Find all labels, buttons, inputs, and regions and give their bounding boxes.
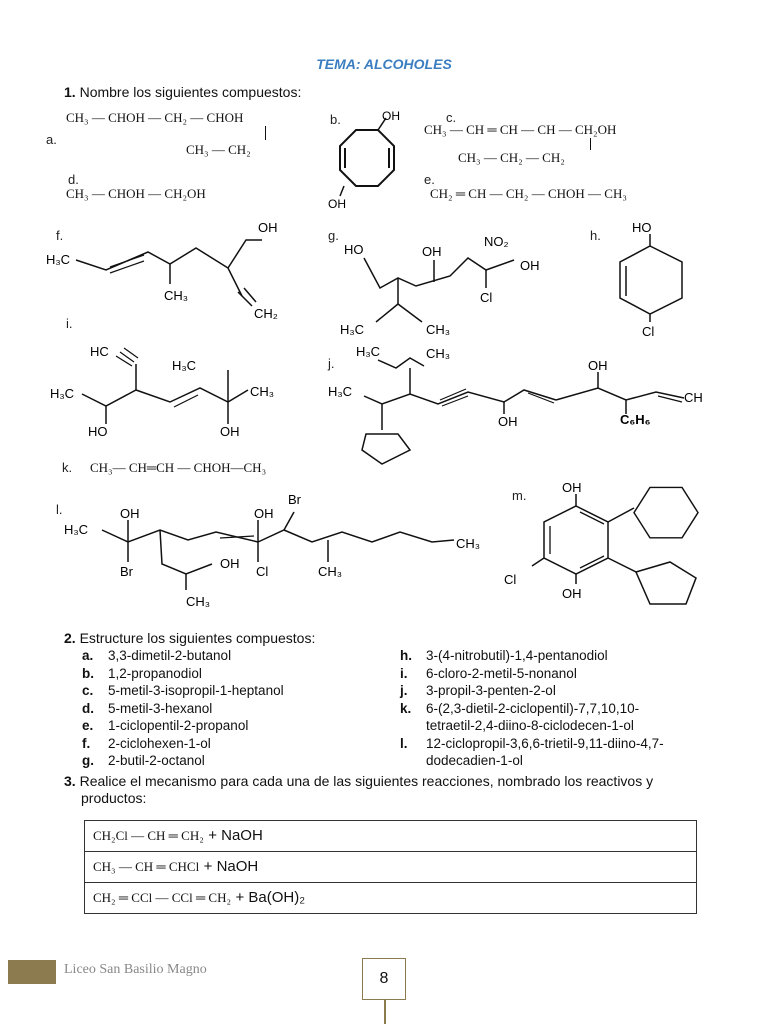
structure-e-line1: CH₂ ═ CH — CH₂ — CHOH — CH₃ <box>430 186 627 201</box>
structure-i-h3c-top: H₃C <box>172 358 197 373</box>
question-2-number: 2. <box>64 630 76 646</box>
reaction-cell <box>85 821 697 852</box>
page-number-line <box>384 1000 386 1024</box>
question-1-text: Nombre los siguientes compuestos: <box>79 84 302 100</box>
reaction-cell <box>85 883 697 914</box>
structure-l-br1: Br <box>120 564 133 579</box>
question-1 <box>64 84 301 100</box>
structure-l-oh1: OH <box>120 506 140 521</box>
list-item: i. 6-cloro-2-metil-5-nonanol <box>400 665 577 681</box>
structure-h-label: h. <box>590 228 601 243</box>
structure-j-ch: CH <box>684 390 703 405</box>
list-item-continuation: tetraetil-2,4-diino-8-ciclodecen-1-ol <box>426 718 634 733</box>
question-2-text: Estructure los siguientes compuestos: <box>79 630 316 646</box>
structure-f-ch2: CH₂ <box>254 306 278 321</box>
structure-l-oh2: OH <box>254 506 274 521</box>
structure-k-line1: CH₃— CH═CH — CHOH—CH₃ <box>90 460 267 475</box>
structure-l-ch3a: CH₃ <box>456 536 481 551</box>
list-item: l. 12-ciclopropil-3,6,6-trietil-9,11-diino-4,7- <box>400 735 664 751</box>
footer-accent-bar <box>8 960 56 984</box>
list-item: a. 3,3-dimetil-2-butanol <box>82 648 232 663</box>
structure-m-label: m. <box>512 488 527 503</box>
structure-b-oh-top: OH <box>382 109 400 123</box>
list-item: k. 6-(2,3-dietil-2-ciclopentil)-7,7,10,10- <box>400 700 640 716</box>
structure-h-ring <box>610 216 710 340</box>
question-3-text: Realice el mecanismo para cada una de las siguientes reacciones, nombrado los reactivos y <box>79 773 654 789</box>
structure-c-label: c. <box>446 110 457 125</box>
list-item: f. 2-ciclohexen-1-ol <box>82 735 211 751</box>
reaction-cell <box>85 852 697 883</box>
structure-i-oh: OH <box>220 424 240 439</box>
question-2 <box>64 630 315 646</box>
structure-l-br2: Br <box>288 492 301 507</box>
structure-j-c6h6: C₆H₆ <box>620 412 651 427</box>
structure-l-label: l. <box>56 502 63 517</box>
structure-g-label: g. <box>328 228 339 243</box>
structure-j-oh1: OH <box>588 358 608 373</box>
structure-b-label: b. <box>330 112 341 127</box>
page-number: 8 <box>362 958 406 1000</box>
structure-b-oh-bottom: OH <box>328 197 346 211</box>
structure-f-skeleton <box>40 212 310 322</box>
question-3-text-cont: productos: <box>81 790 147 806</box>
question-1-number: 1. <box>64 84 76 100</box>
structure-a-line1: CH₃ — CHOH — CH₂ — CHOH <box>66 110 244 125</box>
structure-m-cl: Cl <box>504 572 517 587</box>
structure-d-line1: CH₃ — CHOH — CH₂OH <box>66 186 206 201</box>
page-title: TEMA: ALCOHOLES <box>316 56 452 72</box>
structure-g-oh2: OH <box>520 258 540 273</box>
structure-c-bond <box>590 138 591 150</box>
list-item: j. 3-propil-3-penten-2-ol <box>400 683 556 698</box>
reaction-formula: CH₂Cl — CH ═ CH₂ <box>93 828 204 843</box>
structure-c-line1: CH₃ — CH ═ CH — CH — CH₂OH <box>424 122 617 137</box>
structure-j-h3c1: H₃C <box>356 344 381 359</box>
structure-l-ch3c: CH₃ <box>186 594 211 609</box>
question-2-left-list <box>82 647 382 770</box>
table-row <box>85 852 697 883</box>
structure-f-ch3: CH₃ <box>164 288 189 303</box>
structure-m-oh-top: OH <box>562 480 582 495</box>
structure-i-ch3: CH₃ <box>250 384 275 399</box>
structure-d-label: d. <box>68 172 79 187</box>
footer-school-name: Liceo San Basilio Magno <box>64 962 207 977</box>
structure-j-oh2: OH <box>498 414 518 429</box>
structure-g-cl: Cl <box>480 290 493 305</box>
structure-c-line2: CH₃ — CH₂ — CH₂ <box>458 150 565 165</box>
structure-b-ring <box>316 108 416 212</box>
structure-l-ch3b: CH₃ <box>318 564 343 579</box>
reaction-formula: CH₂ ═ CCl — CCl ═ CH₂ <box>93 890 232 905</box>
structure-l-skeleton <box>62 490 502 614</box>
structure-g-h3c: H₃C <box>340 322 365 337</box>
structure-i-h3c-left: H₃C <box>50 386 75 401</box>
list-item: e. 1-ciclopentil-2-propanol <box>82 718 249 733</box>
structure-h-cl: Cl <box>642 324 655 339</box>
structure-k-label: k. <box>62 460 73 475</box>
structure-f-h3c: H₃C <box>46 252 71 267</box>
structure-g-skeleton <box>336 230 586 340</box>
structure-i-ho: HO <box>88 424 108 439</box>
question-2-right-list <box>400 647 740 770</box>
question-3 <box>64 773 734 807</box>
structure-a-label: a. <box>46 132 57 147</box>
structure-i-label: i. <box>66 316 73 331</box>
structure-m-oh-bottom: OH <box>562 586 582 601</box>
structure-e-label: e. <box>424 172 435 187</box>
reaction-formula: CH₃ — CH ═ CHCl <box>93 859 200 874</box>
structure-i-skeleton <box>48 340 298 444</box>
question-3-number: 3. <box>64 773 76 789</box>
structure-j-skeleton <box>326 340 710 470</box>
structure-a-line2: CH₃ — CH₂ <box>186 142 251 157</box>
list-item-continuation: dodecadien-1-ol <box>426 753 523 768</box>
structure-i-hc: HC <box>90 344 109 359</box>
list-item: g. 2-butil-2-octanol <box>82 753 205 768</box>
reactions-table <box>84 820 697 914</box>
list-item: c. 5-metil-3-isopropil-1-heptanol <box>82 683 284 698</box>
structure-j-h3c2: H₃C <box>328 384 353 399</box>
structure-h-ho: HO <box>632 220 652 235</box>
structure-f-label: f. <box>56 228 64 243</box>
structure-l-cl: Cl <box>256 564 269 579</box>
list-item: h. 3-(4-nitrobutil)-1,4-pentanodiol <box>400 648 608 663</box>
structure-g-ch3: CH₃ <box>426 322 451 337</box>
structure-j-label: j. <box>328 356 335 371</box>
structure-l-oh3: OH <box>220 556 240 571</box>
list-item: b. 1,2-propanodiol <box>82 665 202 681</box>
table-row <box>85 883 697 914</box>
structure-a-bond <box>265 126 266 140</box>
structure-g-ho: HO <box>344 242 364 257</box>
reaction-reagent: + Ba(OH)₂ <box>235 889 306 906</box>
reaction-reagent: + NaOH <box>203 858 259 875</box>
structure-l-h3c: H₃C <box>64 522 89 537</box>
list-item: d. 5-metil-3-hexanol <box>82 700 213 716</box>
table-row <box>85 821 697 852</box>
reaction-reagent: + NaOH <box>208 827 263 844</box>
structure-j-ch3: CH₃ <box>426 346 451 361</box>
structure-g-no2: NO₂ <box>484 234 509 249</box>
structure-g-oh1: OH <box>422 244 442 259</box>
structure-m-skeleton <box>500 474 720 610</box>
structure-f-oh: OH <box>258 220 278 235</box>
